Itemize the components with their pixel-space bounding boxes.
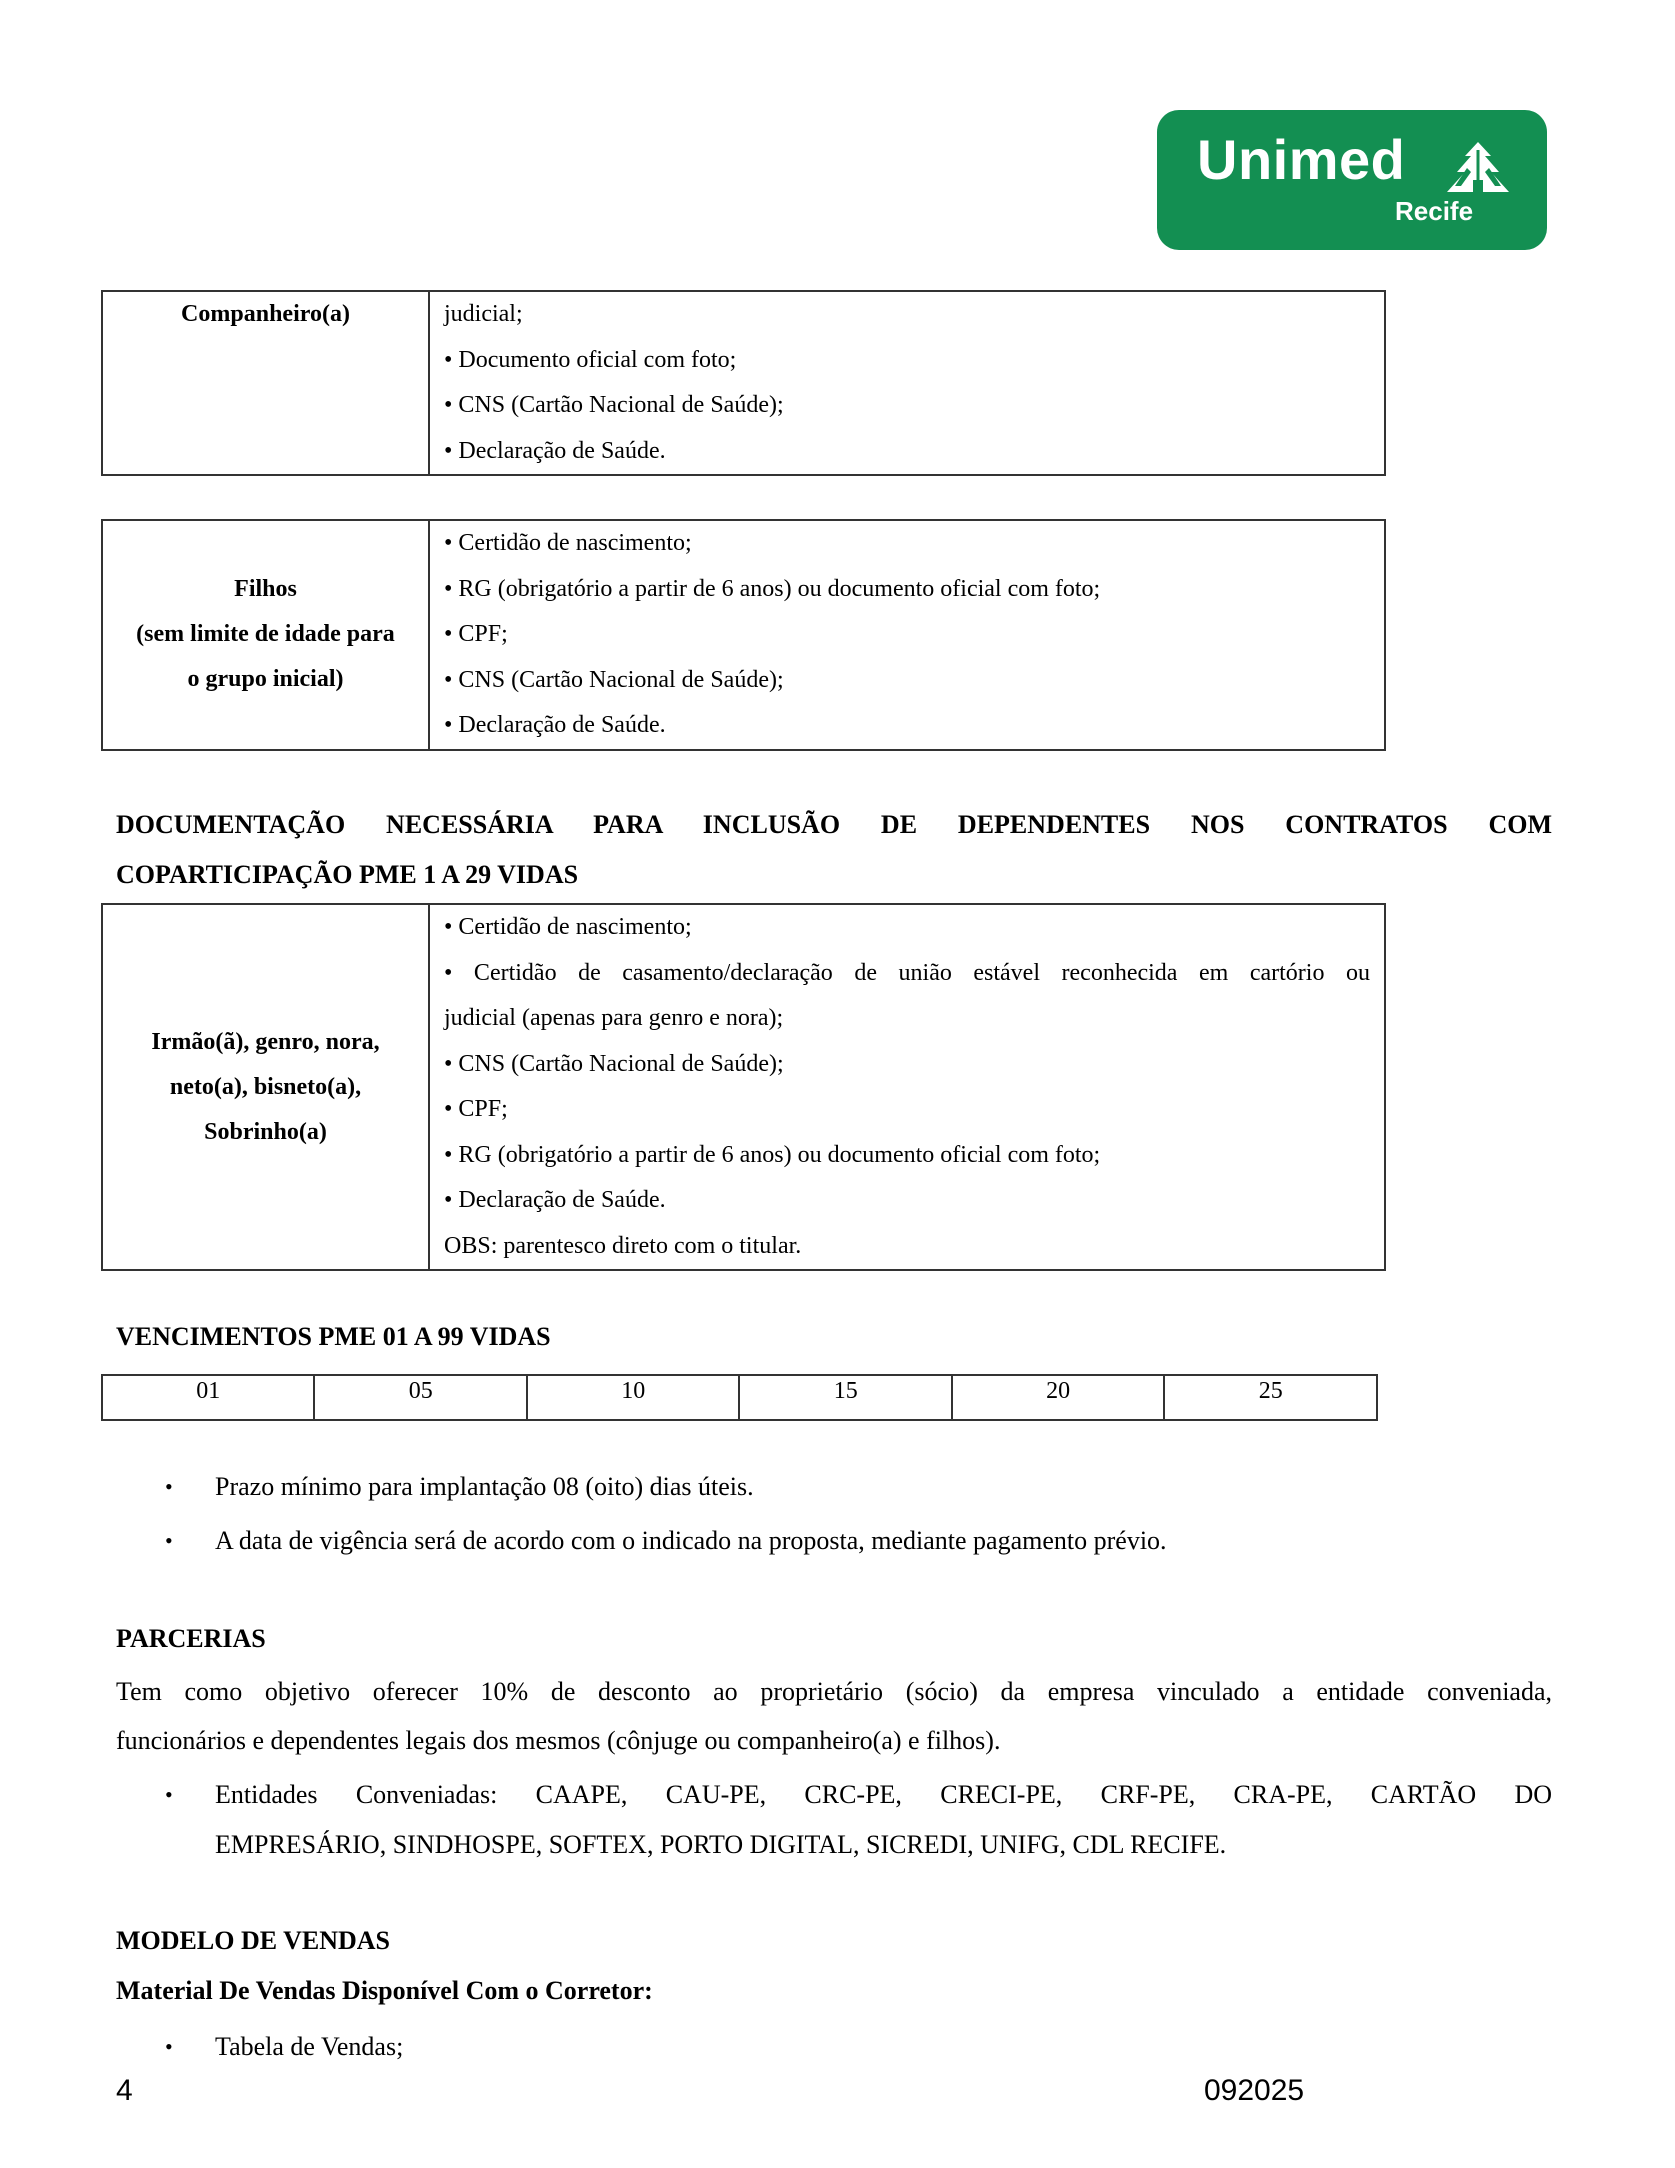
companheiro-documents-table <box>101 290 1386 476</box>
parcerias-heading: PARCERIAS <box>116 1624 266 1653</box>
document-item: judicial (apenas para genro e nora); <box>444 1005 784 1031</box>
paragraph-line: funcionários e dependentes legais dos mesmos (cônjuge ou companheiro(a) e filhos). <box>116 1726 1001 1755</box>
logo-brand-text: Unimed <box>1197 128 1406 191</box>
due-day-cell: 20 <box>952 1375 1164 1420</box>
bullet-icon: • <box>165 1474 173 1499</box>
document-item: • Documento oficial com foto; <box>444 346 737 373</box>
vencimentos-heading: VENCIMENTOS PME 01 A 99 VIDAS <box>116 1322 551 1351</box>
document-item: • Certidão de nascimento; <box>444 914 692 940</box>
due-day-cell: 10 <box>527 1375 739 1420</box>
due-day-cell: 05 <box>314 1375 526 1420</box>
document-item: • CNS (Cartão Nacional de Saúde); <box>444 666 784 693</box>
heading-line: DOCUMENTAÇÃO NECESSÁRIA PARA INCLUSÃO DE DEPENDENTES NOS CONTRATOS COM <box>116 810 1552 839</box>
document-code: 092025 <box>1204 2074 1305 2107</box>
label-text: Companheiro(a) <box>181 301 350 327</box>
due-day-cell: 15 <box>739 1375 951 1420</box>
entidades-line: EMPRESÁRIO, SINDHOSPE, SOFTEX, PORTO DIGITAL, SICREDI, UNIFG, CDL RECIFE. <box>215 1830 1227 1859</box>
vencimentos-days-table <box>101 1374 1378 1421</box>
document-item: • RG (obrigatório a partir de 6 anos) ou documento oficial com foto; <box>444 575 1101 602</box>
bullet-text: Tabela de Vendas; <box>215 2032 404 2061</box>
document-item: • Certidão de nascimento; <box>444 530 692 556</box>
document-item: judicial; <box>444 301 523 327</box>
required-documents-list <box>429 904 1385 1270</box>
heading-line: COPARTICIPAÇÃO PME 1 A 29 VIDAS <box>116 860 579 889</box>
label-line: neto(a), bisneto(a), <box>169 1073 362 1100</box>
section-heading-coparticipacao <box>116 800 1552 900</box>
entidades-text <box>215 1770 1552 1870</box>
parcerias-paragraph <box>116 1667 1552 1765</box>
material-vendas-subheading: Material De Vendas Disponível Com o Corretor: <box>116 1976 653 2005</box>
unimed-tree-icon <box>1447 142 1509 192</box>
dependent-type-label <box>102 904 429 1270</box>
bullet-icon: • <box>165 2034 173 2059</box>
required-documents-list <box>429 520 1385 750</box>
document-item: • CPF; <box>444 621 508 647</box>
due-day-cell: 01 <box>102 1375 314 1420</box>
paragraph-line: Tem como objetivo oferecer 10% de desconto ao proprietário (sócio) da empresa vinculado a entidade conveniada, <box>116 1677 1552 1706</box>
entidades-line: Entidades Conveniadas: CAAPE, CAU-PE, CRC-PE, CRECI-PE, CRF-PE, CRA-PE, CARTÃO DO <box>215 1780 1552 1809</box>
bullet-icon: • <box>165 1528 173 1553</box>
label-line: o grupo inicial) <box>187 666 344 693</box>
label-line: Sobrinho(a) <box>204 1118 327 1145</box>
label-line: (sem limite de idade para <box>136 621 395 648</box>
bullet-text: Prazo mínimo para implantação 08 (oito) dias úteis. <box>215 1472 754 1501</box>
document-item: • CPF; <box>444 1096 508 1122</box>
unimed-recife-logo <box>1157 110 1547 250</box>
observation-note: OBS: parentesco direto com o titular. <box>444 1232 802 1259</box>
page-number: 4 <box>116 2074 133 2107</box>
coparticipacao-documents-table <box>101 903 1386 1271</box>
filhos-documents-table <box>101 519 1386 751</box>
document-item: • Declaração de Saúde. <box>444 437 666 464</box>
bullet-icon: • <box>165 1782 173 1807</box>
label-line: Irmão(ã), genro, nora, <box>151 1028 380 1055</box>
modelo-vendas-heading: MODELO DE VENDAS <box>116 1926 391 1955</box>
label-line: Filhos <box>234 576 297 603</box>
document-item: • CNS (Cartão Nacional de Saúde); <box>444 392 784 418</box>
due-day-cell: 25 <box>1164 1375 1377 1420</box>
document-item: • RG (obrigatório a partir de 6 anos) ou documento oficial com foto; <box>444 1141 1101 1168</box>
document-item: • Declaração de Saúde. <box>444 1187 666 1213</box>
dependent-type-label <box>102 291 429 475</box>
document-item: • CNS (Cartão Nacional de Saúde); <box>444 1050 784 1077</box>
dependent-type-label <box>102 520 429 750</box>
logo-city-text: Recife <box>1395 196 1474 226</box>
document-item: • Certidão de casamento/declaração de união estável reconhecida em cartório ou <box>444 959 1370 986</box>
bullet-text: A data de vigência será de acordo com o indicado na proposta, mediante pagamento prévio. <box>215 1526 1167 1555</box>
document-item: • Declaração de Saúde. <box>444 712 666 738</box>
required-documents-list <box>429 291 1385 475</box>
